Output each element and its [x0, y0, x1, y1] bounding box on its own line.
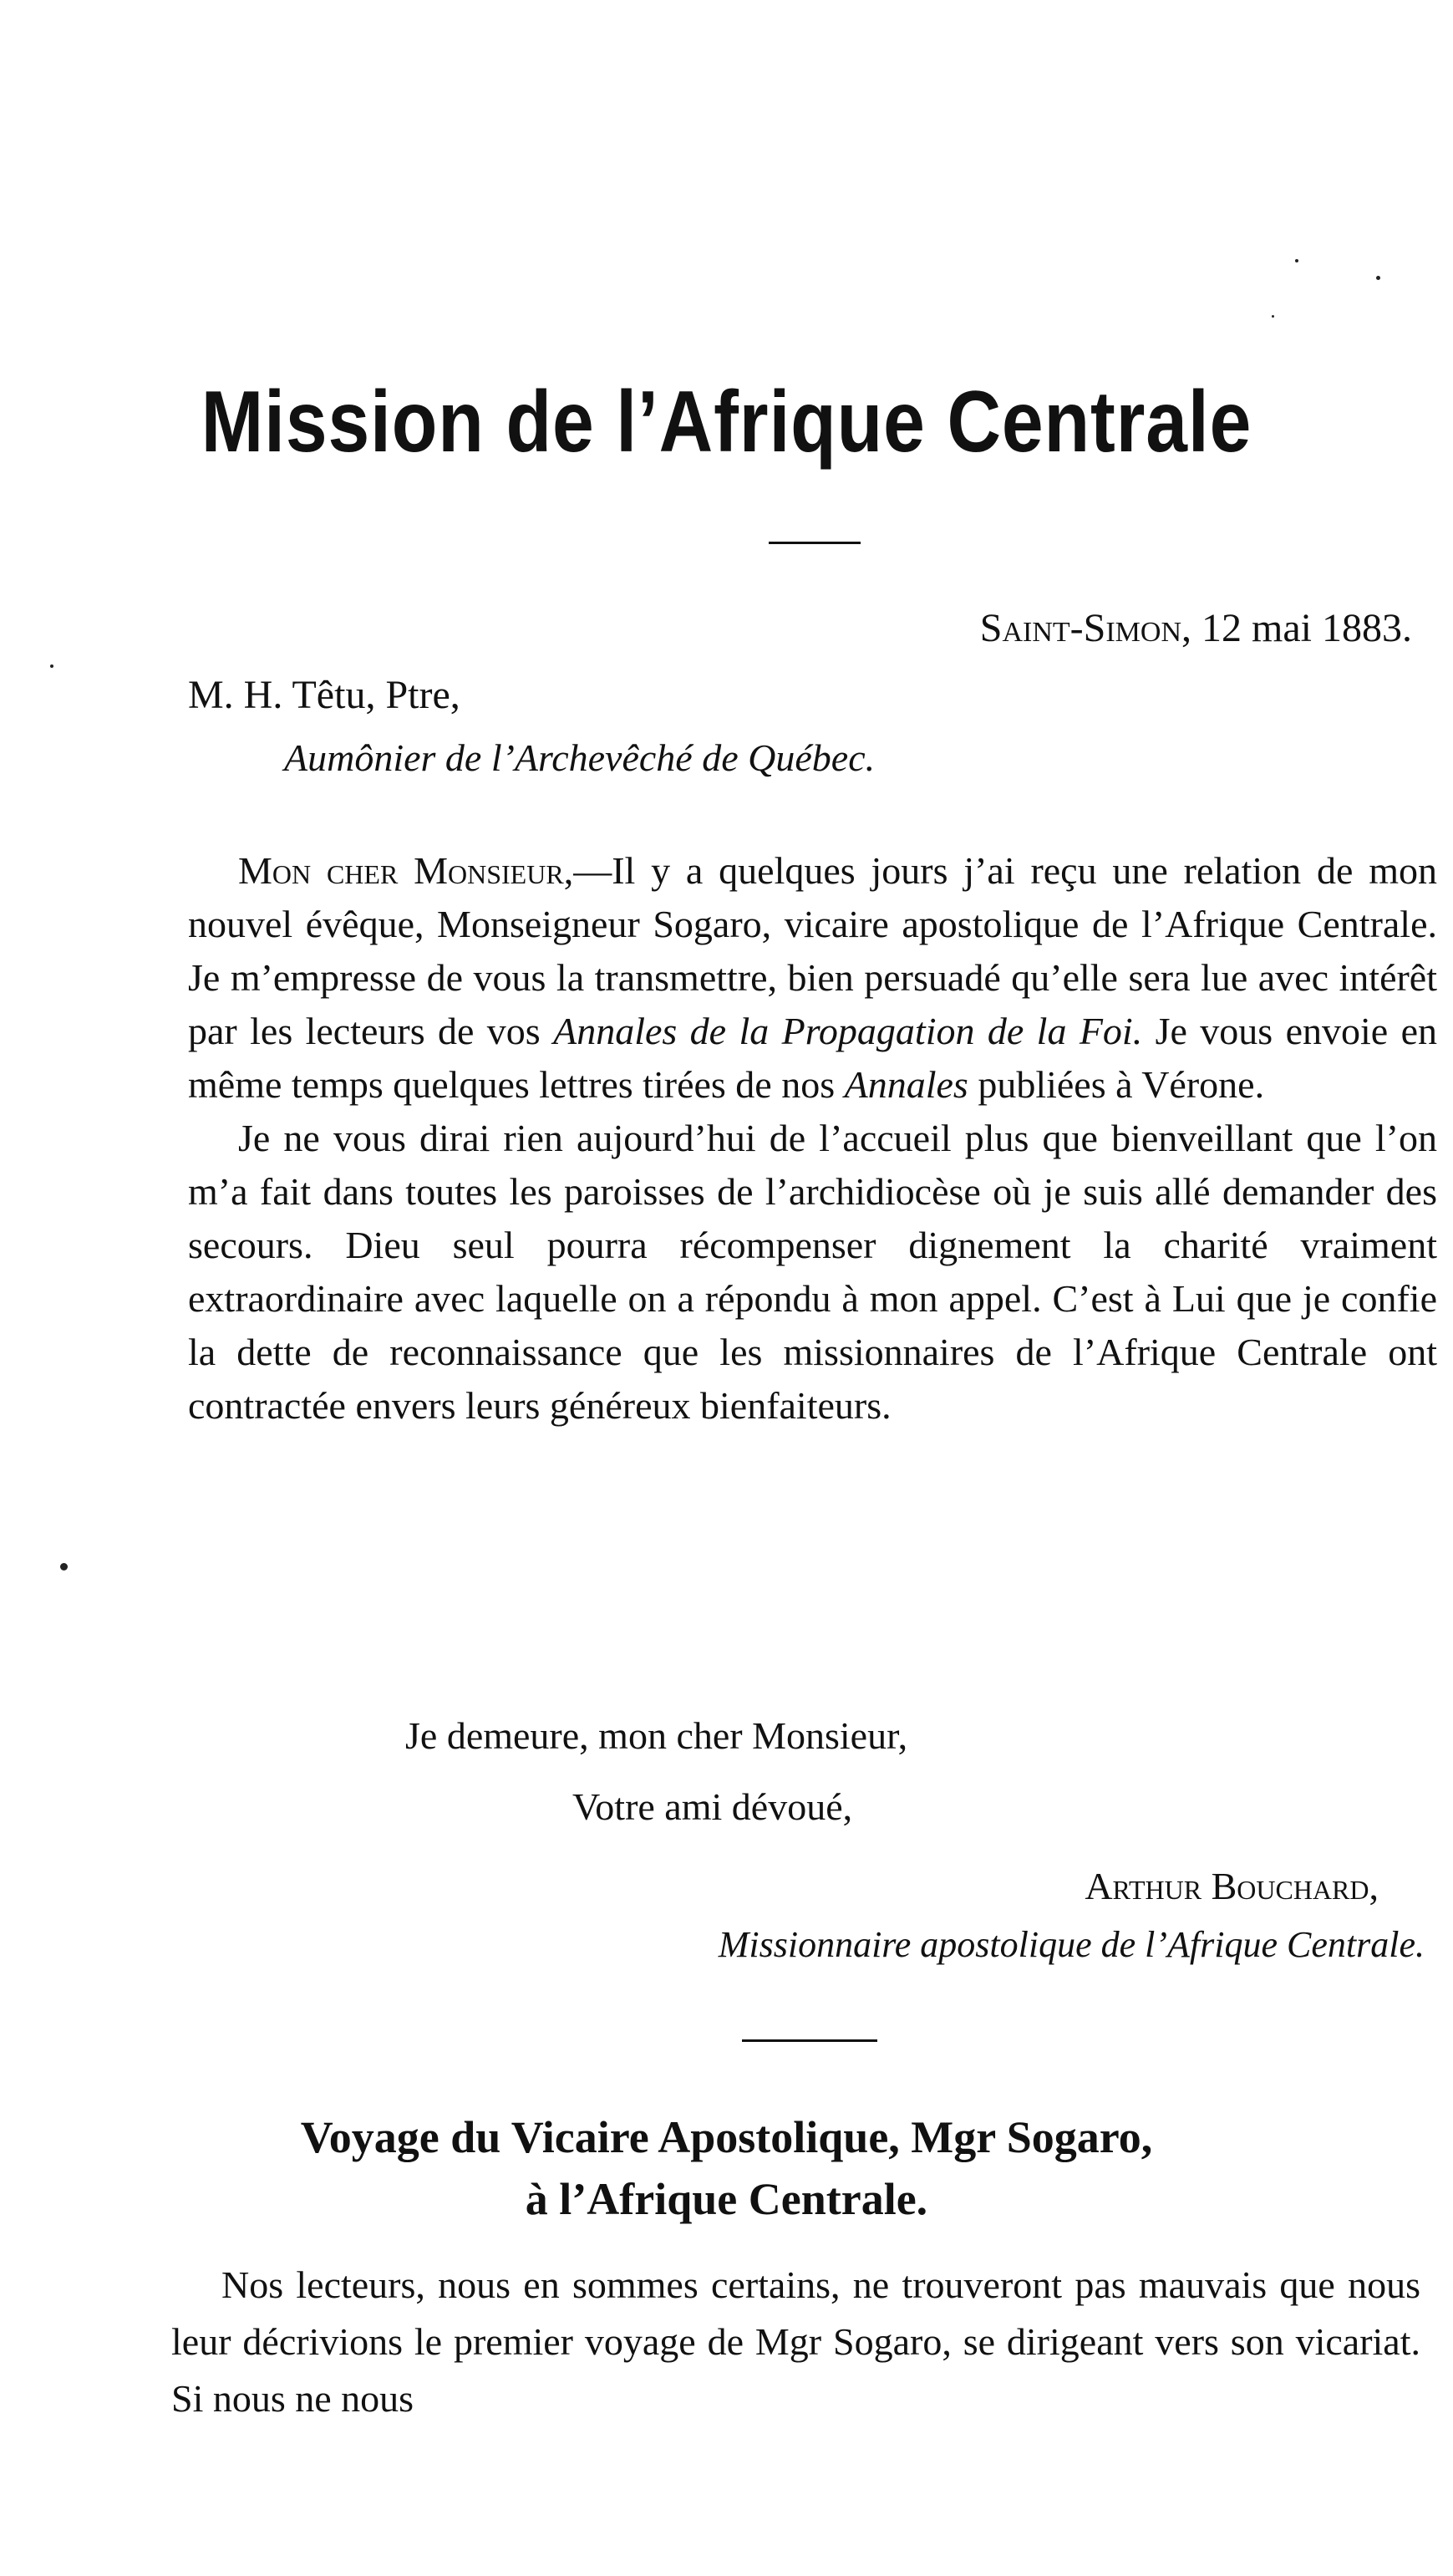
- title-divider: [769, 542, 861, 544]
- section-heading-line-2: à l’Afrique Centrale.: [525, 2174, 928, 2224]
- print-speck: [1295, 259, 1298, 262]
- letter-valediction: Votre ami dévoué,: [572, 1785, 853, 1828]
- letter-salutation: Mon cher Monsieur: [238, 849, 564, 892]
- letter-paragraph-1-middle: Je vous envoie en même temps quelques lettres tirées de nos: [188, 1010, 1437, 1106]
- letter-paragraph-1-text: ,—Il y a quelques jours j’ai reçu une relation de mon nouvel évêque, Monseigneur Sogaro, vicaire apostolique de l’Afrique Centrale. Je m’empresse de vous la transmettre, bien persuadé qu’elle sera lue avec intérêt par les lecteurs de vos: [188, 849, 1437, 1052]
- letter-signature-role: Missionnaire apostolique de l’Afrique Centrale.: [718, 1924, 1425, 1965]
- section-divider: [742, 2039, 877, 2042]
- section-heading: [0, 2106, 1453, 2230]
- section-intro-paragraph: Nos lecteurs, nous en sommes certains, ne trouveront pas mauvais que nous leur décrivions le premier voyage de Mgr Sogaro, se dirigeant vers son vicariat. Si nous ne nous: [171, 2263, 1420, 2420]
- print-speck: [60, 1563, 68, 1571]
- print-speck: [1376, 276, 1380, 280]
- letter-closing: Je demeure, mon cher Monsieur,: [405, 1714, 908, 1757]
- letter-body: [188, 844, 1437, 1433]
- letter-addressee: M. H. Têtu, Ptre,: [188, 673, 460, 717]
- letter-addressee-role: Aumônier de l’Archevêché de Québec.: [284, 736, 876, 779]
- section-heading-line-1: Voyage du Vicaire Apostolique, Mgr Sogaro,: [300, 2112, 1153, 2162]
- journal-title: Annales de la Propagation de la Foi.: [553, 1010, 1143, 1052]
- annales-title: Annales: [844, 1063, 968, 1106]
- print-speck: [1272, 315, 1274, 318]
- letter-dateline: [0, 602, 1412, 655]
- print-speck: [50, 664, 53, 668]
- letter-paragraph-2: Je ne vous dirai rien aujourd’hui de l’accueil plus que bienveillant que l’on m’a fait dans toutes les paroisses de l’archidiocèse où je suis allé demander des secours. Dieu seul pourra récompenser dignement la charité vraiment extraordinaire avec laquelle on a répondu à mon appel. C’est à Lui que je confie la dette de reconnaissance que les missionnaires de l’Afrique Centrale ont contractée envers leurs généreux bienfaiteurs.: [188, 1117, 1437, 1427]
- letter-place: Saint-Simon: [979, 606, 1182, 650]
- letter-paragraph-1-end: publiées à Vérone.: [968, 1063, 1265, 1106]
- letter-paragraph-1: [188, 844, 1437, 1112]
- letter-signature: Arthur Bouchard,: [1085, 1865, 1379, 1907]
- letter-date: , 12 mai 1883.: [1181, 606, 1412, 650]
- page-title: Mission de l’Afrique Centrale: [201, 374, 1252, 471]
- section-intro: [171, 2257, 1420, 2427]
